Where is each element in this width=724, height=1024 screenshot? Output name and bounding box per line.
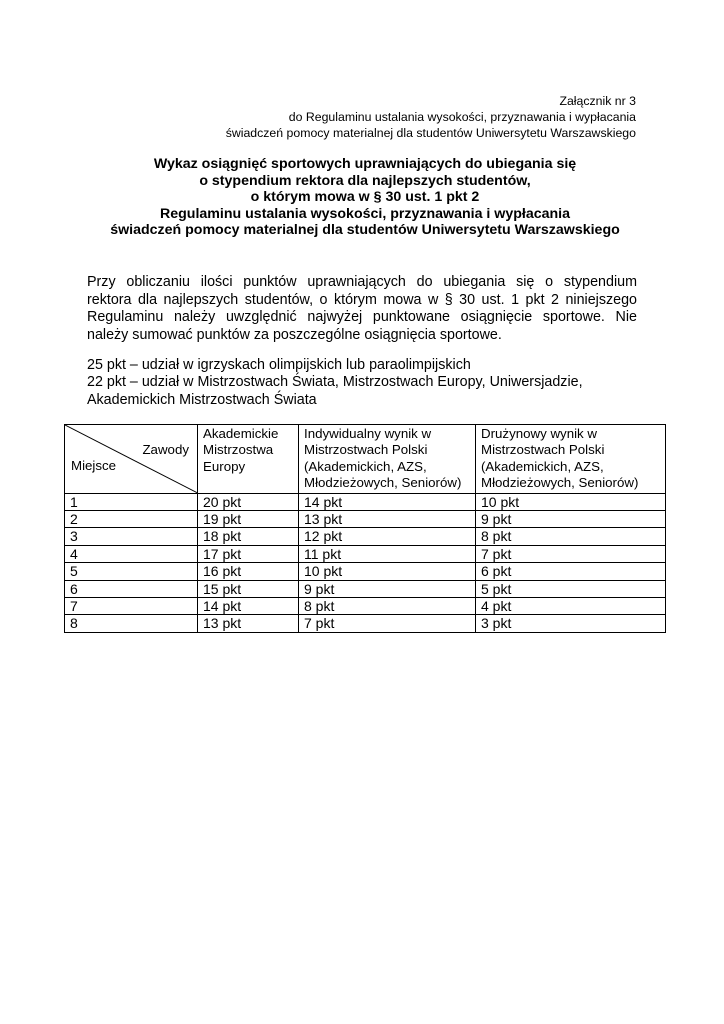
- individual-cell: 14 pkt: [299, 493, 476, 510]
- points-world-line-1: 22 pkt – udział w Mistrzostwach Świata, Mistrzostwach Europy, Uniwersjadzie,: [87, 374, 583, 391]
- intro-line-3: Regulaminu należy uwzględnić najwyżej punktowane osiągnięcie sportowe. Nie: [87, 309, 637, 326]
- document-title: [60, 156, 670, 239]
- intro-line-4: należy sumować punktów za poszczególne osiągnięcia sportowe.: [87, 326, 502, 343]
- team-cell: 3 pkt: [476, 615, 666, 632]
- team-cell: 4 pkt: [476, 597, 666, 614]
- individual-cell: 12 pkt: [299, 528, 476, 545]
- team-cell: 7 pkt: [476, 545, 666, 562]
- title-line-4: Regulaminu ustalania wysokości, przyznawania i wypłacania: [160, 205, 570, 222]
- points-list: [87, 357, 647, 409]
- header-corner-cell: [65, 425, 198, 494]
- individual-cell: 11 pkt: [299, 545, 476, 562]
- academic-europe-cell: 15 pkt: [198, 580, 299, 597]
- place-cell: 2: [65, 511, 198, 528]
- header-team-result: Drużynowy wynik w Mistrzostwach Polski (Akademickich, AZS, Młodzieżowych, Seniorów): [476, 425, 666, 494]
- academic-europe-cell: 13 pkt: [198, 615, 299, 632]
- title-line-3: o którym mowa w § 30 ust. 1 pkt 2: [250, 189, 480, 206]
- title-line-2: o stypendium rektora dla najlepszych studentów,: [199, 172, 531, 189]
- annex-header: [226, 93, 636, 141]
- place-cell: 5: [65, 563, 198, 580]
- table-header-row: [65, 425, 666, 494]
- individual-cell: 7 pkt: [299, 615, 476, 632]
- annex-number: Załącznik nr 3: [559, 94, 636, 108]
- table-row: [65, 580, 666, 597]
- academic-europe-cell: 16 pkt: [198, 563, 299, 580]
- header-individual-result: Indywidualny wynik w Mistrzostwach Polski (Akademickich, AZS, Młodzieżowych, Seniorów): [299, 425, 476, 494]
- table-row: [65, 511, 666, 528]
- table-row: [65, 597, 666, 614]
- intro-paragraph: [87, 274, 637, 344]
- annex-benefits-line: świadczeń pomocy materialnej dla studentów Uniwersytetu Warszawskiego: [225, 126, 636, 140]
- team-cell: 9 pkt: [476, 511, 666, 528]
- team-cell: 6 pkt: [476, 563, 666, 580]
- team-cell: 10 pkt: [476, 493, 666, 510]
- header-academic-europe: Akademickie Mistrzostwa Europy: [198, 425, 299, 494]
- header-competitions-label: Zawody: [142, 442, 189, 457]
- table-row: [65, 493, 666, 510]
- team-cell: 8 pkt: [476, 528, 666, 545]
- individual-cell: 9 pkt: [299, 580, 476, 597]
- place-cell: 4: [65, 545, 198, 562]
- annex-regulation-line: do Regulaminu ustalania wysokości, przyznawania i wypłacania: [288, 110, 636, 124]
- header-place-label: Miejsce: [71, 458, 117, 473]
- team-cell: 5 pkt: [476, 580, 666, 597]
- place-cell: 3: [65, 528, 198, 545]
- intro-line-2: rektora dla najlepszych studentów, o którym mowa w § 30 ust. 1 pkt 2 niniejszego: [87, 291, 637, 308]
- table-row: [65, 528, 666, 545]
- academic-europe-cell: 17 pkt: [198, 545, 299, 562]
- academic-europe-cell: 20 pkt: [198, 493, 299, 510]
- title-line-1: Wykaz osiągnięć sportowych uprawniających do ubiegania się: [153, 156, 577, 172]
- individual-cell: 13 pkt: [299, 511, 476, 528]
- place-cell: 7: [65, 597, 198, 614]
- academic-europe-cell: 14 pkt: [198, 597, 299, 614]
- table-row: [65, 563, 666, 580]
- place-cell: 8: [65, 615, 198, 632]
- intro-line-1: Przy obliczaniu ilości punktów uprawniających do ubiegania się o stypendium: [87, 274, 637, 290]
- title-line-5: świadczeń pomocy materialnej dla studentów Uniwersytetu Warszawskiego: [110, 222, 620, 239]
- points-world-line-2: Akademickich Mistrzostwach Świata: [87, 391, 317, 408]
- individual-cell: 8 pkt: [299, 597, 476, 614]
- academic-europe-cell: 18 pkt: [198, 528, 299, 545]
- place-cell: 6: [65, 580, 198, 597]
- scores-table: [64, 424, 666, 633]
- academic-europe-cell: 19 pkt: [198, 511, 299, 528]
- table-row: [65, 545, 666, 562]
- table-row: [65, 615, 666, 632]
- place-cell: 1: [65, 493, 198, 510]
- points-olympic: 25 pkt – udział w igrzyskach olimpijskich lub paraolimpijskich: [87, 357, 471, 373]
- individual-cell: 10 pkt: [299, 563, 476, 580]
